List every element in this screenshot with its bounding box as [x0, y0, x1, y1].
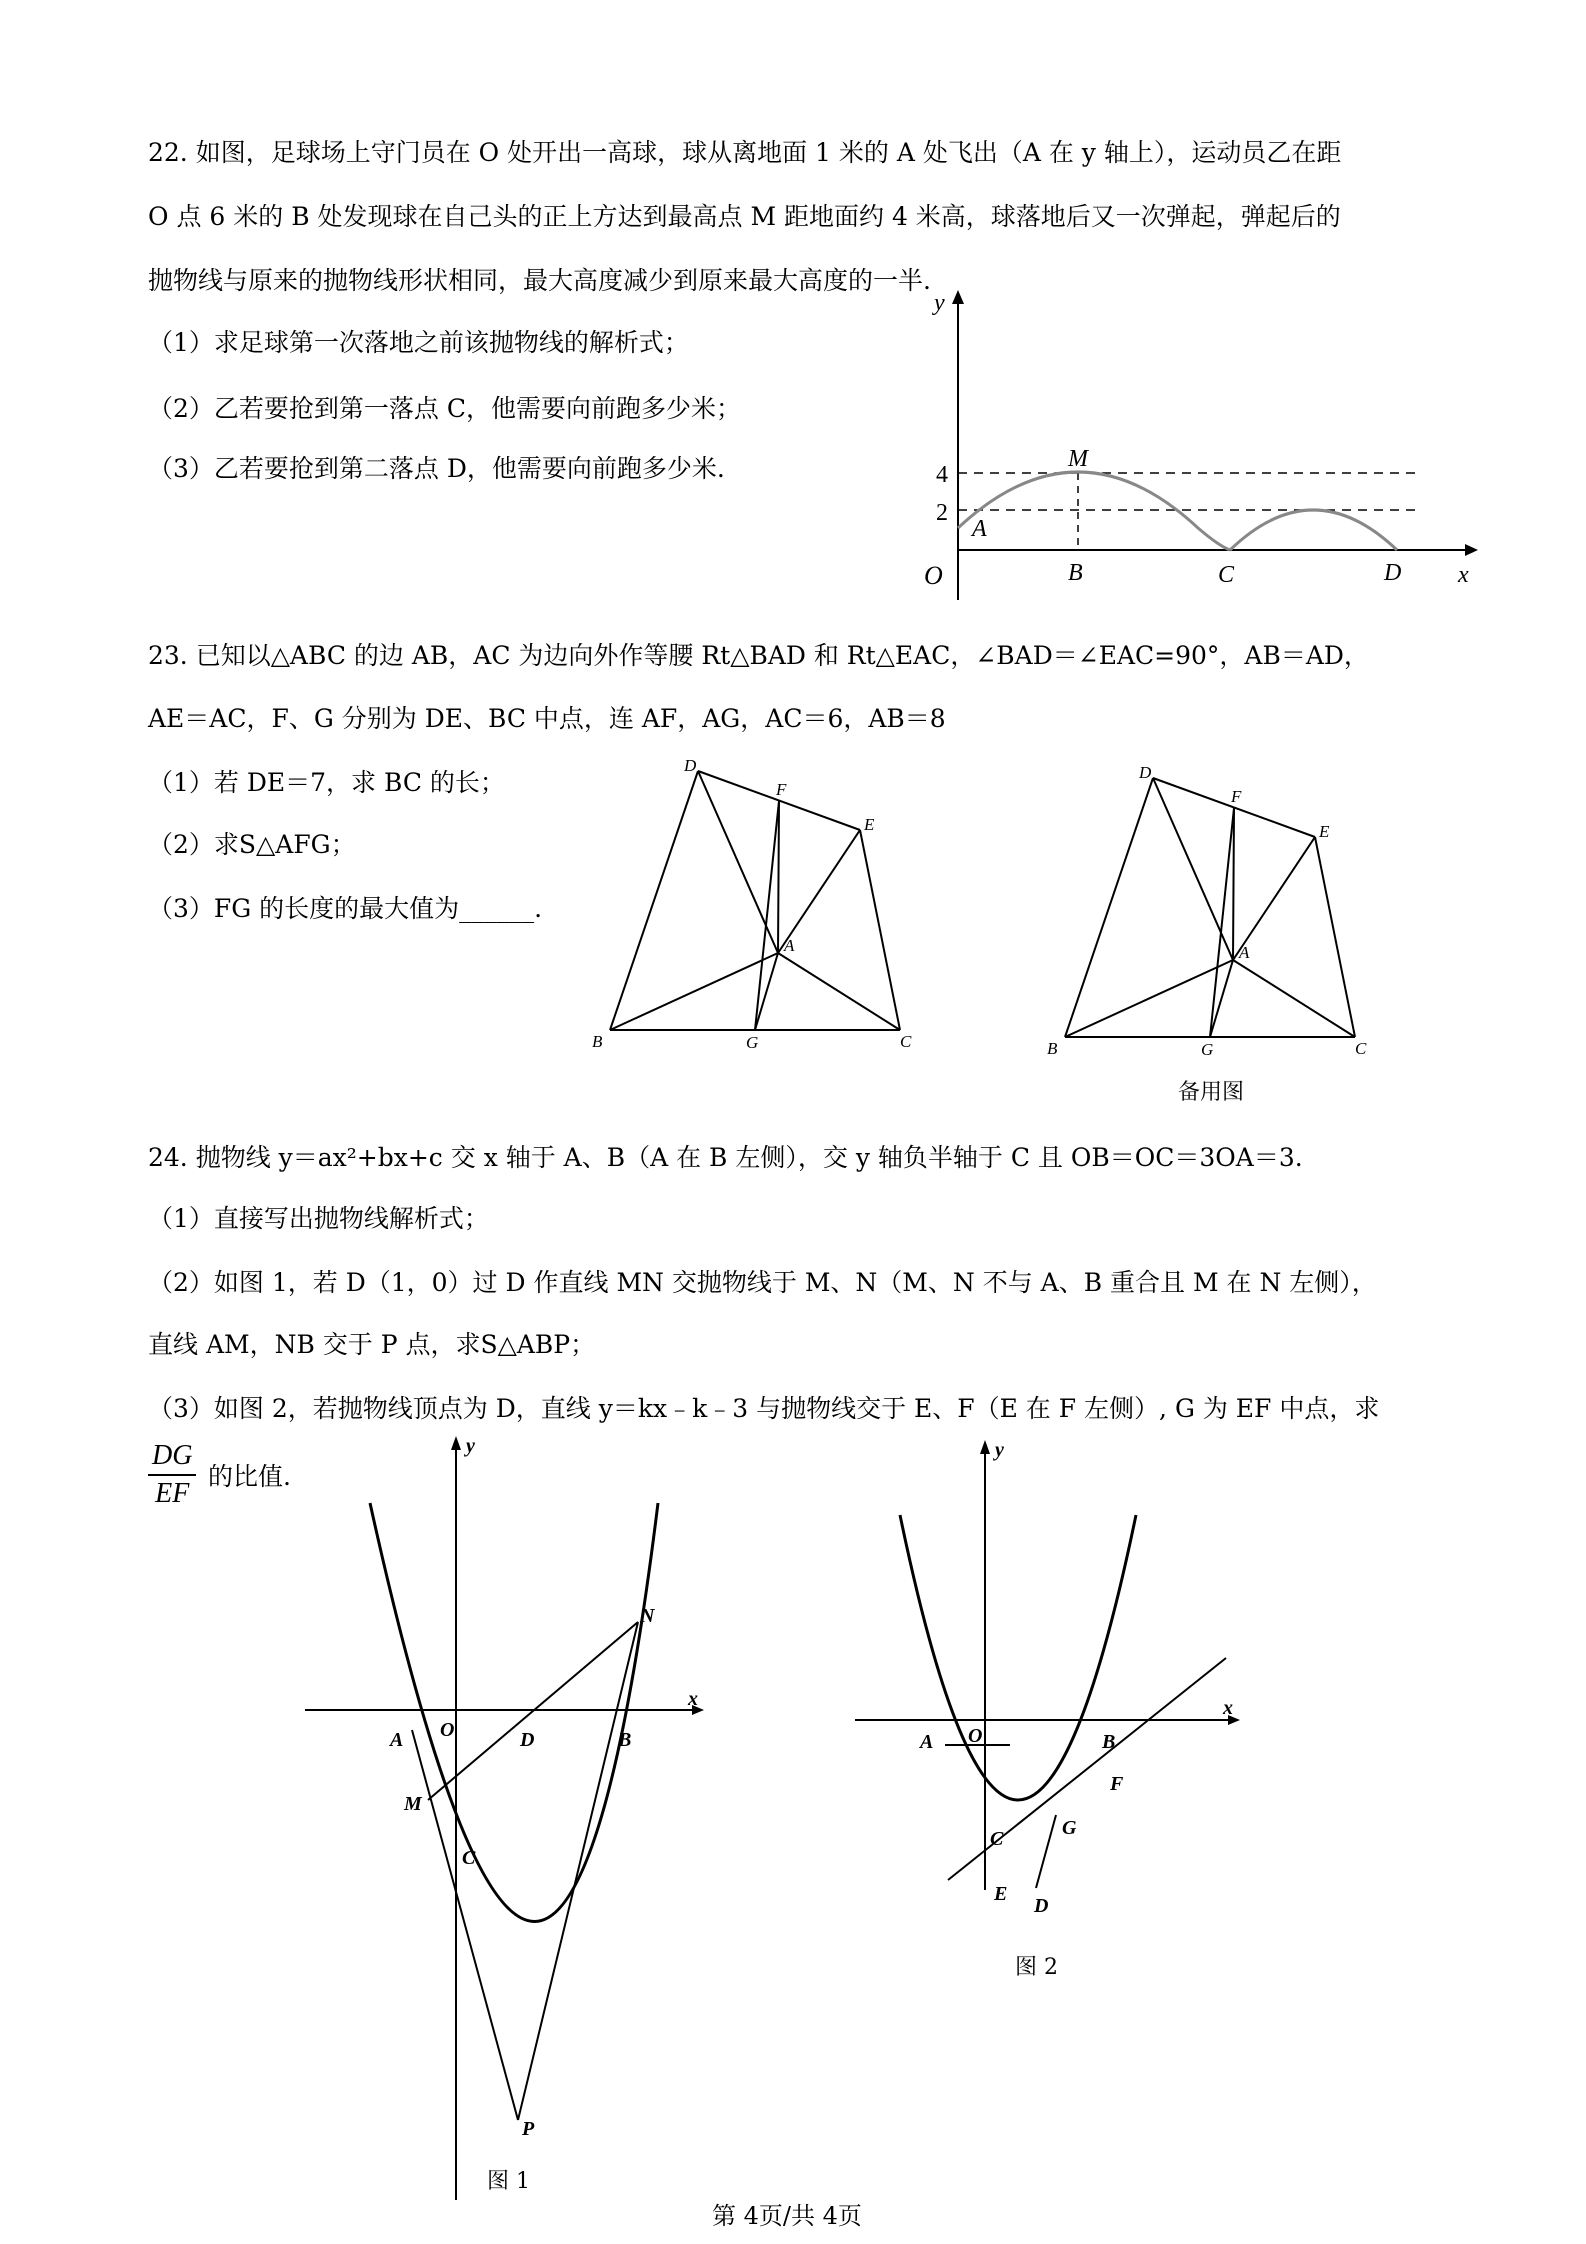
q24-stem-line1: 24. 抛物线 y＝ax²+bx+c 交 x 轴于 A、B（A 在 B 左侧），交 y 轴负半轴于 C 且 OB＝OC＝3OA＝3.: [148, 1143, 1303, 1172]
spare-figure-caption: 备用图: [1178, 1080, 1245, 1105]
q23-stem-line1: 23. 已知以△ABC 的边 AB，AC 为边向外作等腰 Rt△BAD 和 Rt△EAC，∠BAD＝∠EAC=90°，AB＝AD，: [148, 641, 1369, 670]
origin-label: O: [968, 1725, 983, 1747]
point-a-label: A: [390, 1729, 404, 1751]
y-axis-arrow: [980, 1440, 990, 1454]
x-label: x: [688, 1688, 698, 1710]
point-n-label: N: [640, 1605, 655, 1627]
q24-figure-1: [290, 1430, 730, 2210]
label-a: A: [1239, 943, 1250, 962]
y-axis-arrow: [451, 1436, 461, 1450]
segment-ca: [1233, 960, 1355, 1037]
x-axis-arrow: [1465, 544, 1478, 556]
y-axis-label: y: [934, 290, 945, 316]
label-e: E: [1319, 822, 1330, 841]
q23-stem-line2: AE＝AC，F、G 分别为 DE、BC 中点，连 AF，AG，AC＝6，AB＝8: [148, 704, 946, 733]
q23-triangle-figure: [580, 755, 920, 1065]
figure-2-caption: 图 2: [1015, 1955, 1058, 1980]
second-parabola: [1230, 510, 1397, 550]
label-f: F: [776, 780, 787, 799]
segment-ba: [1065, 960, 1233, 1037]
label-g: G: [746, 1033, 759, 1052]
segment-ea: [1233, 837, 1315, 960]
page-footer: 第 4页/共 4页: [712, 2202, 862, 2230]
x-label: x: [1223, 1697, 1233, 1719]
q24-part1: （1）直接写出抛物线解析式；: [148, 1204, 489, 1233]
q24-part2-line2: 直线 AM，NB 交于 P 点，求S△ABP；: [148, 1330, 596, 1359]
q24-figure-2: [840, 1430, 1260, 1930]
point-d-label: D: [1034, 1895, 1049, 1917]
fraction-numerator: DG: [148, 1438, 196, 1476]
label-c: C: [1355, 1039, 1367, 1058]
point-m-label: M: [1068, 446, 1088, 472]
point-e-label: E: [994, 1883, 1008, 1905]
segment-dg: [1036, 1815, 1056, 1888]
point-b-label: B: [1102, 1731, 1116, 1753]
segment-ec: [860, 830, 900, 1030]
point-m-label: M: [404, 1793, 422, 1815]
q22-part3: （3）乙若要抢到第二落点 D，他需要向前跑多少米.: [148, 454, 725, 483]
parabola: [370, 1503, 658, 1922]
segment-db: [1065, 778, 1153, 1037]
point-g-label: G: [1062, 1817, 1077, 1839]
point-c-label: C: [1218, 562, 1235, 588]
segment-fg: [1210, 808, 1234, 1037]
segment-ca: [778, 953, 900, 1030]
q22-part2: （2）乙若要抢到第一落点 C，他需要向前跑多少米；: [148, 394, 741, 423]
label-b: B: [592, 1032, 603, 1051]
label-e: E: [864, 815, 875, 834]
point-b-label: B: [1068, 560, 1083, 586]
q23-part2: （2）求S△AFG；: [148, 830, 356, 859]
point-a-label: A: [920, 1731, 934, 1753]
q24-part2-line1: （2）如图 1，若 D（1，0）过 D 作直线 MN 交抛物线于 M、N（M、N 不与 A、B 重合且 M 在 N 左侧），: [148, 1268, 1377, 1297]
segment-ec: [1315, 837, 1355, 1037]
origin-label: O: [440, 1719, 455, 1741]
label-g: G: [1201, 1040, 1214, 1059]
label-c: C: [900, 1032, 912, 1051]
point-f-label: F: [1110, 1773, 1124, 1795]
y-label: y: [995, 1439, 1004, 1461]
label-d: D: [1139, 763, 1152, 782]
point-a-label: A: [972, 516, 987, 542]
q22-stem-line2: O 点 6 米的 B 处发现球在自己头的正上方达到最高点 M 距地面约 4 米高，球落地后又一次弹起，弹起后的: [148, 202, 1341, 231]
fraction-denominator: EF: [155, 1478, 190, 1509]
x-axis-label: x: [1458, 562, 1469, 588]
point-p-label: P: [522, 2118, 535, 2140]
point-b-label: B: [618, 1729, 632, 1751]
segment-ba: [610, 953, 778, 1030]
q24-part3-line2: 的比值.: [208, 1462, 291, 1491]
q24-part3-line1: （3）如图 2，若抛物线顶点为 D，直线 y＝kx﹣k﹣3 与抛物线交于 E、F（E 在 F 左侧）, G 为 EF 中点，求: [148, 1394, 1380, 1423]
point-c-label: C: [462, 1847, 476, 1869]
point-d-label: D: [520, 1729, 535, 1751]
segment-fa: [778, 801, 779, 953]
dg-over-ef-fraction: [148, 1438, 196, 1512]
segment-ea: [778, 830, 860, 953]
label-a: A: [784, 936, 795, 955]
q23-spare-figure: [1035, 762, 1375, 1072]
q22-part1: （1）求足球第一次落地之前该抛物线的解析式；: [148, 328, 689, 357]
label-d: D: [684, 756, 697, 775]
tick-label-4: 4: [936, 462, 948, 488]
segment-fa: [1233, 808, 1234, 960]
line-am-extended: [412, 1730, 518, 2120]
label-f: F: [1231, 787, 1242, 806]
tick-label-2: 2: [936, 500, 948, 526]
figure-1-caption: 图 1: [487, 2169, 530, 2194]
segment-fg: [755, 801, 779, 1030]
y-label: y: [466, 1435, 475, 1457]
point-c-label: C: [990, 1828, 1004, 1850]
line-nb-extended: [518, 1622, 638, 2120]
q22-football-figure: [900, 280, 1480, 600]
origin-label: O: [924, 561, 943, 590]
segment-db: [610, 771, 698, 1030]
y-axis-arrow: [952, 290, 964, 304]
q22-stem-line3: 抛物线与原来的抛物线形状相同，最大高度减少到原来最大高度的一半.: [148, 266, 931, 295]
q23-part3: （3）FG 的长度的最大值为______.: [148, 894, 543, 923]
first-parabola: [958, 472, 1230, 550]
q22-stem-line1: 22. 如图，足球场上守门员在 O 处开出一高球，球从离地面 1 米的 A 处飞出（A 在 y 轴上），运动员乙在距: [148, 138, 1342, 167]
label-b: B: [1047, 1039, 1058, 1058]
q23-part1: （1）若 DE＝7，求 BC 的长；: [148, 768, 505, 797]
point-d-label: D: [1384, 560, 1402, 586]
